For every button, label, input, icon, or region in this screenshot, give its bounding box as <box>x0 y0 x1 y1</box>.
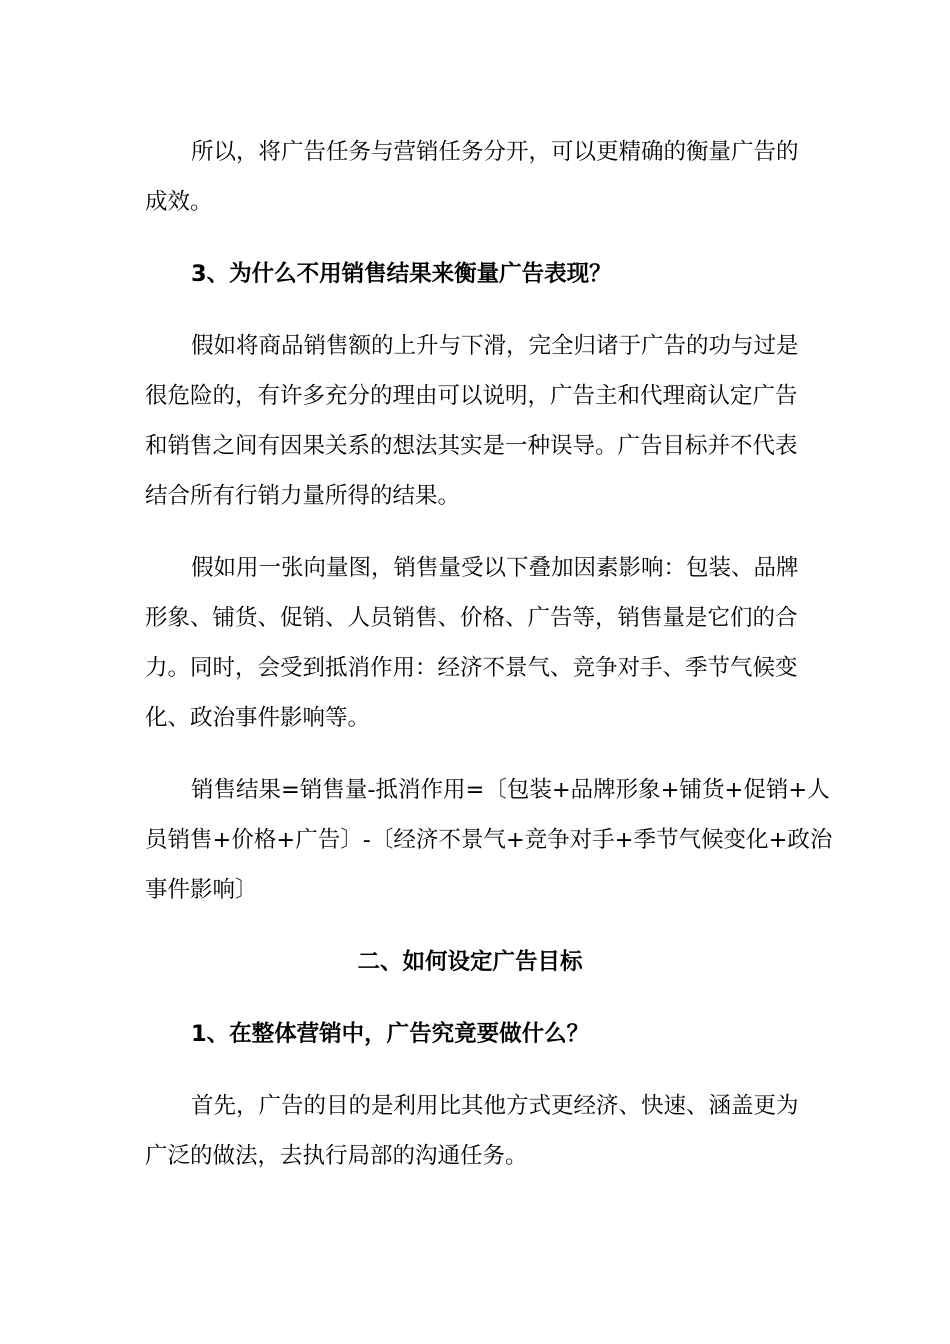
subsection-heading <box>145 249 795 299</box>
paragraph <box>145 321 799 521</box>
paragraph <box>145 127 799 227</box>
text-line: 结合所有行销力量所得的结果。 <box>145 483 461 509</box>
text-line: 力。同时，会受到抵消作用：经济不景气、竞争对手、季节气候变 <box>145 655 798 681</box>
text-line: 销售结果=销售量-抵消作用=〔包装+品牌形象+铺货+促销+人 <box>191 777 830 803</box>
text-line: 假如用一张向量图，销售量受以下叠加因素影响：包装、品牌 <box>191 555 799 581</box>
text-line: 所以，将广告任务与营销任务分开，可以更精确的衡量广告的 <box>191 139 799 165</box>
text-line: 假如将商品销售额的上升与下滑，完全归诸于广告的功与过是 <box>191 333 799 359</box>
section-heading <box>145 937 795 987</box>
paragraph <box>145 1081 799 1181</box>
text-line: 广泛的做法，去执行局部的沟通任务。 <box>145 1143 528 1169</box>
subsection-heading <box>145 1009 795 1059</box>
text-line: 和销售之间有因果关系的想法其实是一种误导。广告目标并不代表 <box>145 433 798 459</box>
paragraph <box>145 765 833 915</box>
text-line: 二、如何设定广告目标 <box>357 949 583 975</box>
text-line: 3、为什么不用销售结果来衡量广告表现？ <box>191 261 612 287</box>
text-line: 1、在整体营销中，广告究竟要做什么？ <box>191 1021 590 1047</box>
text-line: 员销售+价格+广告〕-〔经济不景气+竞争对手+季节气候变化+政治 <box>145 827 833 853</box>
text-line: 化、政治事件影响等。 <box>145 705 371 731</box>
text-line: 形象、铺货、促销、人员销售、价格、广告等，销售量是它们的合 <box>145 605 798 631</box>
paragraph <box>145 543 799 743</box>
text-line: 首先，广告的目的是利用比其他方式更经济、快速、涵盖更为 <box>191 1093 799 1119</box>
text-line: 很危险的，有许多充分的理由可以说明，广告主和代理商认定广告 <box>145 383 798 409</box>
text-line: 事件影响〕 <box>145 877 258 903</box>
text-line: 成效。 <box>145 189 213 215</box>
